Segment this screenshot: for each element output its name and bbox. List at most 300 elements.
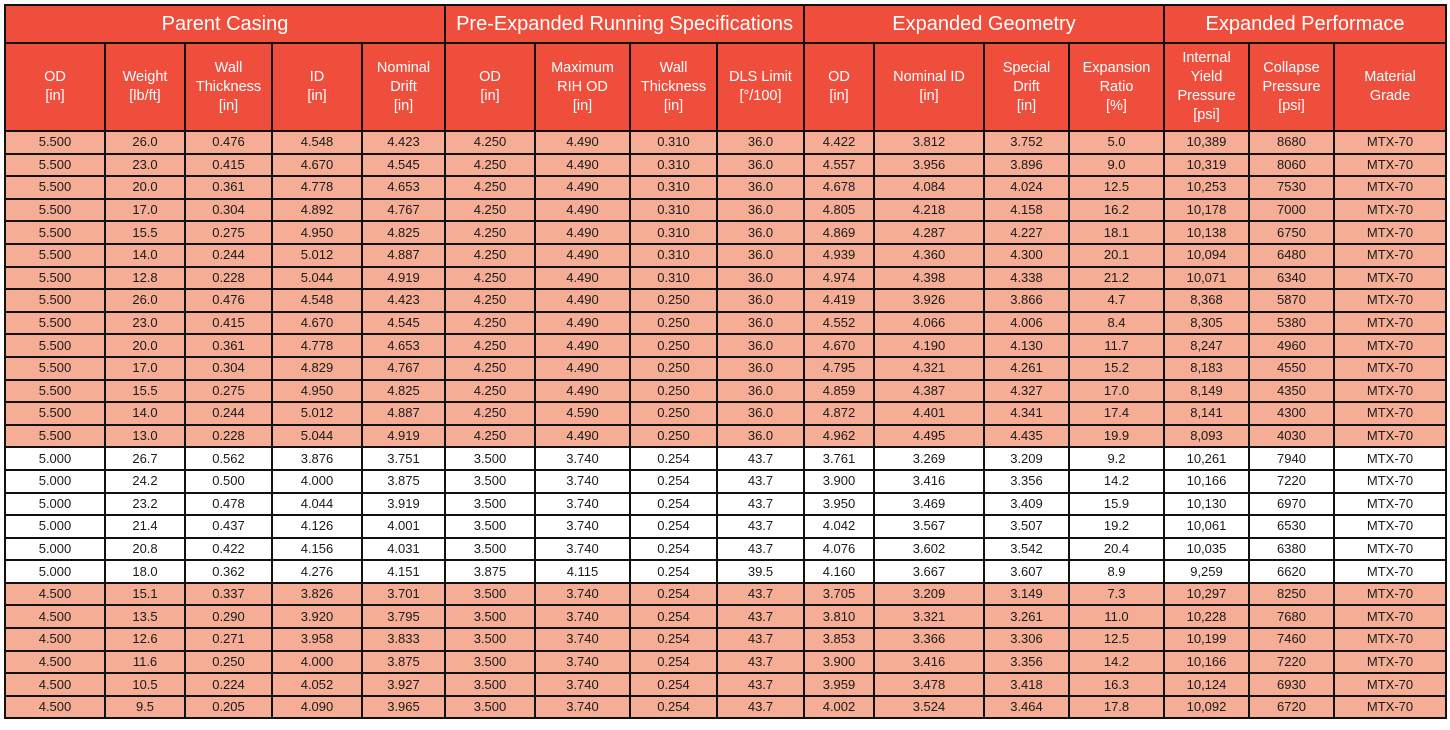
cell-pre-wall-thickness: 0.310 xyxy=(630,244,717,267)
cell-exp-od: 4.002 xyxy=(804,696,874,719)
cell-exp-special-drift: 4.341 xyxy=(984,402,1069,425)
cell-perf-collapse: 6620 xyxy=(1249,560,1334,583)
cell-pre-max-rih-od: 4.490 xyxy=(535,312,630,335)
column-header-line: [in] xyxy=(1016,97,1037,114)
cell-parent-nominal-drift: 4.887 xyxy=(362,244,445,267)
cell-perf-collapse: 5380 xyxy=(1249,312,1334,335)
cell-exp-od: 3.810 xyxy=(804,605,874,628)
cell-parent-od: 5.000 xyxy=(5,515,105,538)
cell-exp-special-drift: 3.418 xyxy=(984,673,1069,696)
cell-perf-collapse: 7680 xyxy=(1249,605,1334,628)
column-header-line: Ratio xyxy=(1099,78,1134,95)
cell-perf-collapse: 6380 xyxy=(1249,538,1334,561)
cell-pre-max-rih-od: 3.740 xyxy=(535,470,630,493)
cell-pre-dls-limit: 36.0 xyxy=(717,267,804,290)
cell-pre-max-rih-od: 4.490 xyxy=(535,425,630,448)
cell-pre-od: 3.500 xyxy=(445,673,535,696)
cell-parent-nominal-drift: 4.825 xyxy=(362,221,445,244)
cell-parent-wall-thickness: 0.500 xyxy=(185,470,272,493)
cell-perf-internal-yield: 8,141 xyxy=(1164,402,1249,425)
cell-pre-wall-thickness: 0.254 xyxy=(630,651,717,674)
cell-perf-internal-yield: 10,389 xyxy=(1164,131,1249,154)
cell-parent-nominal-drift: 4.653 xyxy=(362,176,445,199)
cell-exp-expansion-ratio: 11.7 xyxy=(1069,334,1164,357)
column-header-line: [lb/ft] xyxy=(129,88,161,104)
cell-perf-material-grade: MTX-70 xyxy=(1334,470,1446,493)
casing-spec-table xyxy=(4,4,1447,719)
column-header-line: [psi] xyxy=(1278,97,1305,114)
cell-parent-weight: 11.6 xyxy=(105,651,185,674)
cell-exp-od: 4.160 xyxy=(804,560,874,583)
column-header-line: [in] xyxy=(218,97,239,114)
cell-exp-expansion-ratio: 21.2 xyxy=(1069,267,1164,290)
cell-parent-od: 5.500 xyxy=(5,312,105,335)
cell-parent-wall-thickness: 0.271 xyxy=(185,628,272,651)
cell-exp-od: 3.705 xyxy=(804,583,874,606)
column-header-parent-od xyxy=(5,43,105,131)
cell-parent-id: 4.548 xyxy=(272,289,362,312)
cell-exp-od: 3.950 xyxy=(804,493,874,516)
cell-parent-od: 5.500 xyxy=(5,380,105,403)
cell-perf-collapse: 6530 xyxy=(1249,515,1334,538)
column-header-line: Thickness xyxy=(195,78,262,95)
cell-pre-max-rih-od: 4.115 xyxy=(535,560,630,583)
cell-pre-od: 4.250 xyxy=(445,289,535,312)
cell-parent-id: 4.000 xyxy=(272,651,362,674)
cell-pre-od: 3.500 xyxy=(445,583,535,606)
cell-pre-dls-limit: 36.0 xyxy=(717,380,804,403)
cell-parent-wall-thickness: 0.250 xyxy=(185,651,272,674)
cell-parent-wall-thickness: 0.275 xyxy=(185,380,272,403)
cell-exp-nominal-id: 4.360 xyxy=(874,244,984,267)
cell-exp-nominal-id: 4.387 xyxy=(874,380,984,403)
cell-perf-collapse: 7530 xyxy=(1249,176,1334,199)
cell-parent-id: 4.670 xyxy=(272,312,362,335)
cell-exp-od: 4.042 xyxy=(804,515,874,538)
cell-exp-nominal-id: 4.401 xyxy=(874,402,984,425)
column-header-line: Maximum xyxy=(551,59,614,76)
cell-perf-collapse: 4350 xyxy=(1249,380,1334,403)
cell-parent-nominal-drift: 4.423 xyxy=(362,131,445,154)
column-header-perf-collapse xyxy=(1249,43,1334,131)
cell-exp-special-drift: 4.300 xyxy=(984,244,1069,267)
cell-parent-od: 5.000 xyxy=(5,470,105,493)
cell-exp-expansion-ratio: 19.9 xyxy=(1069,425,1164,448)
cell-perf-internal-yield: 10,297 xyxy=(1164,583,1249,606)
table-row xyxy=(5,651,1446,674)
cell-exp-od: 4.419 xyxy=(804,289,874,312)
cell-parent-od: 5.500 xyxy=(5,221,105,244)
cell-parent-id: 3.958 xyxy=(272,628,362,651)
cell-exp-nominal-id: 3.416 xyxy=(874,470,984,493)
cell-parent-id: 3.826 xyxy=(272,583,362,606)
column-header-parent-id xyxy=(272,43,362,131)
cell-parent-nominal-drift: 4.887 xyxy=(362,402,445,425)
column-header-line: Yield xyxy=(1190,69,1223,85)
cell-perf-material-grade: MTX-70 xyxy=(1334,334,1446,357)
cell-pre-dls-limit: 36.0 xyxy=(717,357,804,380)
cell-parent-wall-thickness: 0.205 xyxy=(185,696,272,719)
cell-parent-id: 4.892 xyxy=(272,199,362,222)
column-header-row xyxy=(5,43,1446,131)
cell-exp-special-drift: 3.209 xyxy=(984,447,1069,470)
cell-exp-expansion-ratio: 17.0 xyxy=(1069,380,1164,403)
cell-exp-od: 4.552 xyxy=(804,312,874,335)
cell-perf-material-grade: MTX-70 xyxy=(1334,131,1446,154)
cell-exp-nominal-id: 3.667 xyxy=(874,560,984,583)
cell-parent-wall-thickness: 0.304 xyxy=(185,199,272,222)
column-header-line: [%] xyxy=(1106,97,1127,114)
cell-perf-collapse: 8060 xyxy=(1249,154,1334,177)
cell-parent-nominal-drift: 4.919 xyxy=(362,267,445,290)
cell-exp-expansion-ratio: 19.2 xyxy=(1069,515,1164,538)
cell-parent-weight: 14.0 xyxy=(105,244,185,267)
cell-pre-max-rih-od: 4.490 xyxy=(535,199,630,222)
cell-exp-special-drift: 3.464 xyxy=(984,696,1069,719)
cell-exp-od: 4.974 xyxy=(804,267,874,290)
column-header-line: DLS Limit xyxy=(729,69,792,85)
cell-exp-od: 4.795 xyxy=(804,357,874,380)
cell-parent-id: 4.778 xyxy=(272,176,362,199)
cell-exp-nominal-id: 3.567 xyxy=(874,515,984,538)
table-row xyxy=(5,244,1446,267)
cell-pre-dls-limit: 43.7 xyxy=(717,515,804,538)
cell-perf-material-grade: MTX-70 xyxy=(1334,425,1446,448)
cell-pre-max-rih-od: 3.740 xyxy=(535,605,630,628)
cell-exp-special-drift: 4.338 xyxy=(984,267,1069,290)
column-header-line: Weight xyxy=(122,69,168,85)
cell-perf-internal-yield: 10,228 xyxy=(1164,605,1249,628)
cell-parent-id: 4.778 xyxy=(272,334,362,357)
cell-pre-od: 4.250 xyxy=(445,244,535,267)
cell-pre-dls-limit: 43.7 xyxy=(717,673,804,696)
cell-pre-max-rih-od: 4.490 xyxy=(535,154,630,177)
cell-perf-internal-yield: 10,319 xyxy=(1164,154,1249,177)
cell-parent-wall-thickness: 0.476 xyxy=(185,289,272,312)
cell-perf-collapse: 4960 xyxy=(1249,334,1334,357)
cell-perf-collapse: 4300 xyxy=(1249,402,1334,425)
column-header-line: [in] xyxy=(572,97,593,114)
cell-perf-internal-yield: 10,166 xyxy=(1164,470,1249,493)
cell-pre-od: 3.500 xyxy=(445,447,535,470)
cell-pre-od: 4.250 xyxy=(445,176,535,199)
column-header-line: Drift xyxy=(390,78,417,95)
cell-pre-wall-thickness: 0.250 xyxy=(630,425,717,448)
cell-pre-od: 4.250 xyxy=(445,199,535,222)
column-header-line: Special xyxy=(1002,59,1051,76)
cell-parent-wall-thickness: 0.228 xyxy=(185,425,272,448)
cell-pre-max-rih-od: 3.740 xyxy=(535,493,630,516)
cell-parent-weight: 15.1 xyxy=(105,583,185,606)
cell-exp-nominal-id: 3.956 xyxy=(874,154,984,177)
cell-pre-wall-thickness: 0.250 xyxy=(630,357,717,380)
cell-parent-nominal-drift: 3.833 xyxy=(362,628,445,651)
cell-parent-weight: 20.8 xyxy=(105,538,185,561)
table-row xyxy=(5,221,1446,244)
cell-parent-nominal-drift: 4.825 xyxy=(362,380,445,403)
column-header-parent-nominal-drift xyxy=(362,43,445,131)
cell-parent-nominal-drift: 3.751 xyxy=(362,447,445,470)
cell-pre-wall-thickness: 0.250 xyxy=(630,402,717,425)
cell-exp-special-drift: 3.542 xyxy=(984,538,1069,561)
cell-perf-internal-yield: 9,259 xyxy=(1164,560,1249,583)
group-header-row xyxy=(5,5,1446,43)
cell-pre-dls-limit: 36.0 xyxy=(717,334,804,357)
cell-pre-wall-thickness: 0.254 xyxy=(630,673,717,696)
cell-pre-wall-thickness: 0.254 xyxy=(630,447,717,470)
cell-exp-od: 4.869 xyxy=(804,221,874,244)
cell-pre-dls-limit: 36.0 xyxy=(717,154,804,177)
column-header-perf-material-grade xyxy=(1334,43,1446,131)
cell-parent-wall-thickness: 0.290 xyxy=(185,605,272,628)
column-header-line: Drift xyxy=(1013,78,1040,95)
cell-perf-collapse: 6340 xyxy=(1249,267,1334,290)
cell-pre-dls-limit: 43.7 xyxy=(717,447,804,470)
cell-pre-od: 3.500 xyxy=(445,696,535,719)
cell-perf-collapse: 8250 xyxy=(1249,583,1334,606)
cell-parent-id: 4.156 xyxy=(272,538,362,561)
cell-perf-internal-yield: 10,094 xyxy=(1164,244,1249,267)
column-header-line: Material xyxy=(1364,69,1416,85)
cell-perf-material-grade: MTX-70 xyxy=(1334,628,1446,651)
cell-exp-expansion-ratio: 9.0 xyxy=(1069,154,1164,177)
cell-parent-wall-thickness: 0.415 xyxy=(185,312,272,335)
cell-parent-id: 4.950 xyxy=(272,221,362,244)
cell-parent-wall-thickness: 0.244 xyxy=(185,244,272,267)
cell-parent-weight: 9.5 xyxy=(105,696,185,719)
cell-exp-special-drift: 3.896 xyxy=(984,154,1069,177)
cell-parent-od: 5.500 xyxy=(5,289,105,312)
column-header-exp-nominal-id xyxy=(874,43,984,131)
cell-pre-od: 4.250 xyxy=(445,221,535,244)
cell-exp-od: 3.900 xyxy=(804,651,874,674)
cell-parent-id: 4.548 xyxy=(272,131,362,154)
cell-parent-id: 5.012 xyxy=(272,402,362,425)
cell-exp-od: 4.557 xyxy=(804,154,874,177)
cell-pre-max-rih-od: 4.490 xyxy=(535,131,630,154)
cell-pre-dls-limit: 36.0 xyxy=(717,199,804,222)
cell-parent-nominal-drift: 3.701 xyxy=(362,583,445,606)
cell-parent-od: 5.500 xyxy=(5,334,105,357)
cell-perf-collapse: 4550 xyxy=(1249,357,1334,380)
cell-parent-wall-thickness: 0.361 xyxy=(185,334,272,357)
table-row xyxy=(5,673,1446,696)
table-row xyxy=(5,357,1446,380)
cell-exp-special-drift: 4.435 xyxy=(984,425,1069,448)
cell-pre-dls-limit: 36.0 xyxy=(717,289,804,312)
cell-exp-od: 3.900 xyxy=(804,470,874,493)
column-header-line: [in] xyxy=(919,88,939,104)
cell-pre-od: 3.500 xyxy=(445,628,535,651)
cell-perf-material-grade: MTX-70 xyxy=(1334,312,1446,335)
table-row xyxy=(5,493,1446,516)
column-header-pre-max-rih-od xyxy=(535,43,630,131)
cell-pre-max-rih-od: 3.740 xyxy=(535,673,630,696)
cell-perf-internal-yield: 10,166 xyxy=(1164,651,1249,674)
cell-exp-od: 3.959 xyxy=(804,673,874,696)
column-header-line: [°/100] xyxy=(739,88,782,104)
table-row xyxy=(5,583,1446,606)
table-row xyxy=(5,267,1446,290)
cell-parent-weight: 26.0 xyxy=(105,289,185,312)
cell-pre-dls-limit: 36.0 xyxy=(717,176,804,199)
cell-exp-expansion-ratio: 4.7 xyxy=(1069,289,1164,312)
table-row xyxy=(5,605,1446,628)
cell-parent-od: 5.500 xyxy=(5,131,105,154)
cell-perf-collapse: 4030 xyxy=(1249,425,1334,448)
cell-exp-expansion-ratio: 14.2 xyxy=(1069,470,1164,493)
cell-pre-wall-thickness: 0.254 xyxy=(630,696,717,719)
table-row xyxy=(5,538,1446,561)
cell-pre-wall-thickness: 0.310 xyxy=(630,131,717,154)
cell-parent-od: 4.500 xyxy=(5,583,105,606)
cell-pre-max-rih-od: 3.740 xyxy=(535,515,630,538)
cell-perf-material-grade: MTX-70 xyxy=(1334,176,1446,199)
cell-pre-od: 4.250 xyxy=(445,334,535,357)
column-header-parent-weight xyxy=(105,43,185,131)
cell-pre-wall-thickness: 0.254 xyxy=(630,605,717,628)
cell-perf-material-grade: MTX-70 xyxy=(1334,267,1446,290)
cell-pre-max-rih-od: 4.490 xyxy=(535,289,630,312)
cell-exp-special-drift: 3.306 xyxy=(984,628,1069,651)
cell-parent-nominal-drift: 4.545 xyxy=(362,312,445,335)
cell-exp-special-drift: 4.261 xyxy=(984,357,1069,380)
cell-perf-internal-yield: 10,138 xyxy=(1164,221,1249,244)
cell-perf-material-grade: MTX-70 xyxy=(1334,583,1446,606)
cell-parent-weight: 12.6 xyxy=(105,628,185,651)
column-header-line: Nominal ID xyxy=(893,69,965,85)
cell-pre-wall-thickness: 0.254 xyxy=(630,538,717,561)
cell-perf-material-grade: MTX-70 xyxy=(1334,673,1446,696)
cell-exp-od: 4.962 xyxy=(804,425,874,448)
cell-parent-od: 5.500 xyxy=(5,199,105,222)
cell-pre-dls-limit: 36.0 xyxy=(717,244,804,267)
cell-parent-weight: 18.0 xyxy=(105,560,185,583)
cell-pre-dls-limit: 36.0 xyxy=(717,402,804,425)
cell-parent-nominal-drift: 4.031 xyxy=(362,538,445,561)
cell-exp-nominal-id: 3.366 xyxy=(874,628,984,651)
cell-pre-wall-thickness: 0.254 xyxy=(630,560,717,583)
cell-exp-expansion-ratio: 18.1 xyxy=(1069,221,1164,244)
cell-perf-collapse: 6480 xyxy=(1249,244,1334,267)
column-header-line: Collapse xyxy=(1263,59,1320,76)
cell-exp-expansion-ratio: 16.3 xyxy=(1069,673,1164,696)
cell-parent-weight: 23.0 xyxy=(105,312,185,335)
cell-exp-od: 4.805 xyxy=(804,199,874,222)
cell-perf-collapse: 6720 xyxy=(1249,696,1334,719)
group-header-expanded-geometry: Expanded Geometry xyxy=(804,5,1164,43)
table-row xyxy=(5,560,1446,583)
cell-parent-id: 4.950 xyxy=(272,380,362,403)
cell-parent-od: 4.500 xyxy=(5,628,105,651)
cell-perf-internal-yield: 8,093 xyxy=(1164,425,1249,448)
cell-pre-wall-thickness: 0.310 xyxy=(630,267,717,290)
table-row xyxy=(5,696,1446,719)
cell-perf-collapse: 7000 xyxy=(1249,199,1334,222)
cell-perf-material-grade: MTX-70 xyxy=(1334,696,1446,719)
cell-perf-collapse: 6930 xyxy=(1249,673,1334,696)
cell-exp-special-drift: 4.327 xyxy=(984,380,1069,403)
table-row xyxy=(5,470,1446,493)
cell-exp-od: 3.761 xyxy=(804,447,874,470)
cell-exp-od: 4.076 xyxy=(804,538,874,561)
cell-parent-wall-thickness: 0.478 xyxy=(185,493,272,516)
cell-pre-wall-thickness: 0.310 xyxy=(630,176,717,199)
cell-parent-weight: 13.5 xyxy=(105,605,185,628)
cell-perf-internal-yield: 8,247 xyxy=(1164,334,1249,357)
cell-pre-wall-thickness: 0.310 xyxy=(630,221,717,244)
cell-perf-collapse: 7220 xyxy=(1249,470,1334,493)
column-header-line: [psi] xyxy=(1193,107,1220,123)
cell-exp-expansion-ratio: 5.0 xyxy=(1069,131,1164,154)
cell-parent-nominal-drift: 4.545 xyxy=(362,154,445,177)
cell-parent-id: 5.012 xyxy=(272,244,362,267)
cell-parent-nominal-drift: 3.795 xyxy=(362,605,445,628)
cell-parent-wall-thickness: 0.476 xyxy=(185,131,272,154)
cell-pre-wall-thickness: 0.310 xyxy=(630,154,717,177)
cell-parent-od: 5.500 xyxy=(5,154,105,177)
cell-perf-internal-yield: 8,149 xyxy=(1164,380,1249,403)
cell-exp-special-drift: 4.130 xyxy=(984,334,1069,357)
table-row xyxy=(5,154,1446,177)
cell-perf-material-grade: MTX-70 xyxy=(1334,493,1446,516)
cell-parent-id: 4.044 xyxy=(272,493,362,516)
cell-perf-internal-yield: 10,253 xyxy=(1164,176,1249,199)
cell-parent-wall-thickness: 0.361 xyxy=(185,176,272,199)
cell-parent-od: 5.500 xyxy=(5,267,105,290)
column-header-pre-od xyxy=(445,43,535,131)
cell-perf-material-grade: MTX-70 xyxy=(1334,515,1446,538)
cell-exp-od: 4.939 xyxy=(804,244,874,267)
cell-exp-expansion-ratio: 8.4 xyxy=(1069,312,1164,335)
cell-exp-expansion-ratio: 17.4 xyxy=(1069,402,1164,425)
cell-exp-od: 4.678 xyxy=(804,176,874,199)
cell-pre-dls-limit: 36.0 xyxy=(717,312,804,335)
cell-perf-internal-yield: 10,261 xyxy=(1164,447,1249,470)
column-header-pre-dls-limit xyxy=(717,43,804,131)
cell-pre-wall-thickness: 0.254 xyxy=(630,583,717,606)
cell-parent-weight: 20.0 xyxy=(105,334,185,357)
cell-parent-od: 5.000 xyxy=(5,538,105,561)
cell-pre-max-rih-od: 4.490 xyxy=(535,380,630,403)
cell-pre-max-rih-od: 3.740 xyxy=(535,538,630,561)
cell-pre-dls-limit: 43.7 xyxy=(717,696,804,719)
cell-pre-od: 3.875 xyxy=(445,560,535,583)
cell-perf-material-grade: MTX-70 xyxy=(1334,538,1446,561)
cell-perf-internal-yield: 10,071 xyxy=(1164,267,1249,290)
cell-exp-expansion-ratio: 11.0 xyxy=(1069,605,1164,628)
cell-exp-special-drift: 3.607 xyxy=(984,560,1069,583)
column-header-pre-wall-thickness xyxy=(630,43,717,131)
column-header-line: Wall xyxy=(659,59,688,76)
cell-exp-nominal-id: 3.926 xyxy=(874,289,984,312)
cell-parent-nominal-drift: 4.001 xyxy=(362,515,445,538)
cell-pre-dls-limit: 43.7 xyxy=(717,605,804,628)
cell-parent-od: 5.500 xyxy=(5,176,105,199)
cell-perf-material-grade: MTX-70 xyxy=(1334,289,1446,312)
cell-pre-dls-limit: 39.5 xyxy=(717,560,804,583)
cell-parent-wall-thickness: 0.244 xyxy=(185,402,272,425)
cell-exp-od: 4.422 xyxy=(804,131,874,154)
cell-exp-expansion-ratio: 8.9 xyxy=(1069,560,1164,583)
column-header-line: [in] xyxy=(45,88,65,104)
cell-pre-max-rih-od: 4.490 xyxy=(535,244,630,267)
cell-exp-special-drift: 3.507 xyxy=(984,515,1069,538)
table-row xyxy=(5,402,1446,425)
cell-pre-dls-limit: 43.7 xyxy=(717,538,804,561)
column-header-line: OD xyxy=(479,69,501,85)
cell-perf-material-grade: MTX-70 xyxy=(1334,199,1446,222)
